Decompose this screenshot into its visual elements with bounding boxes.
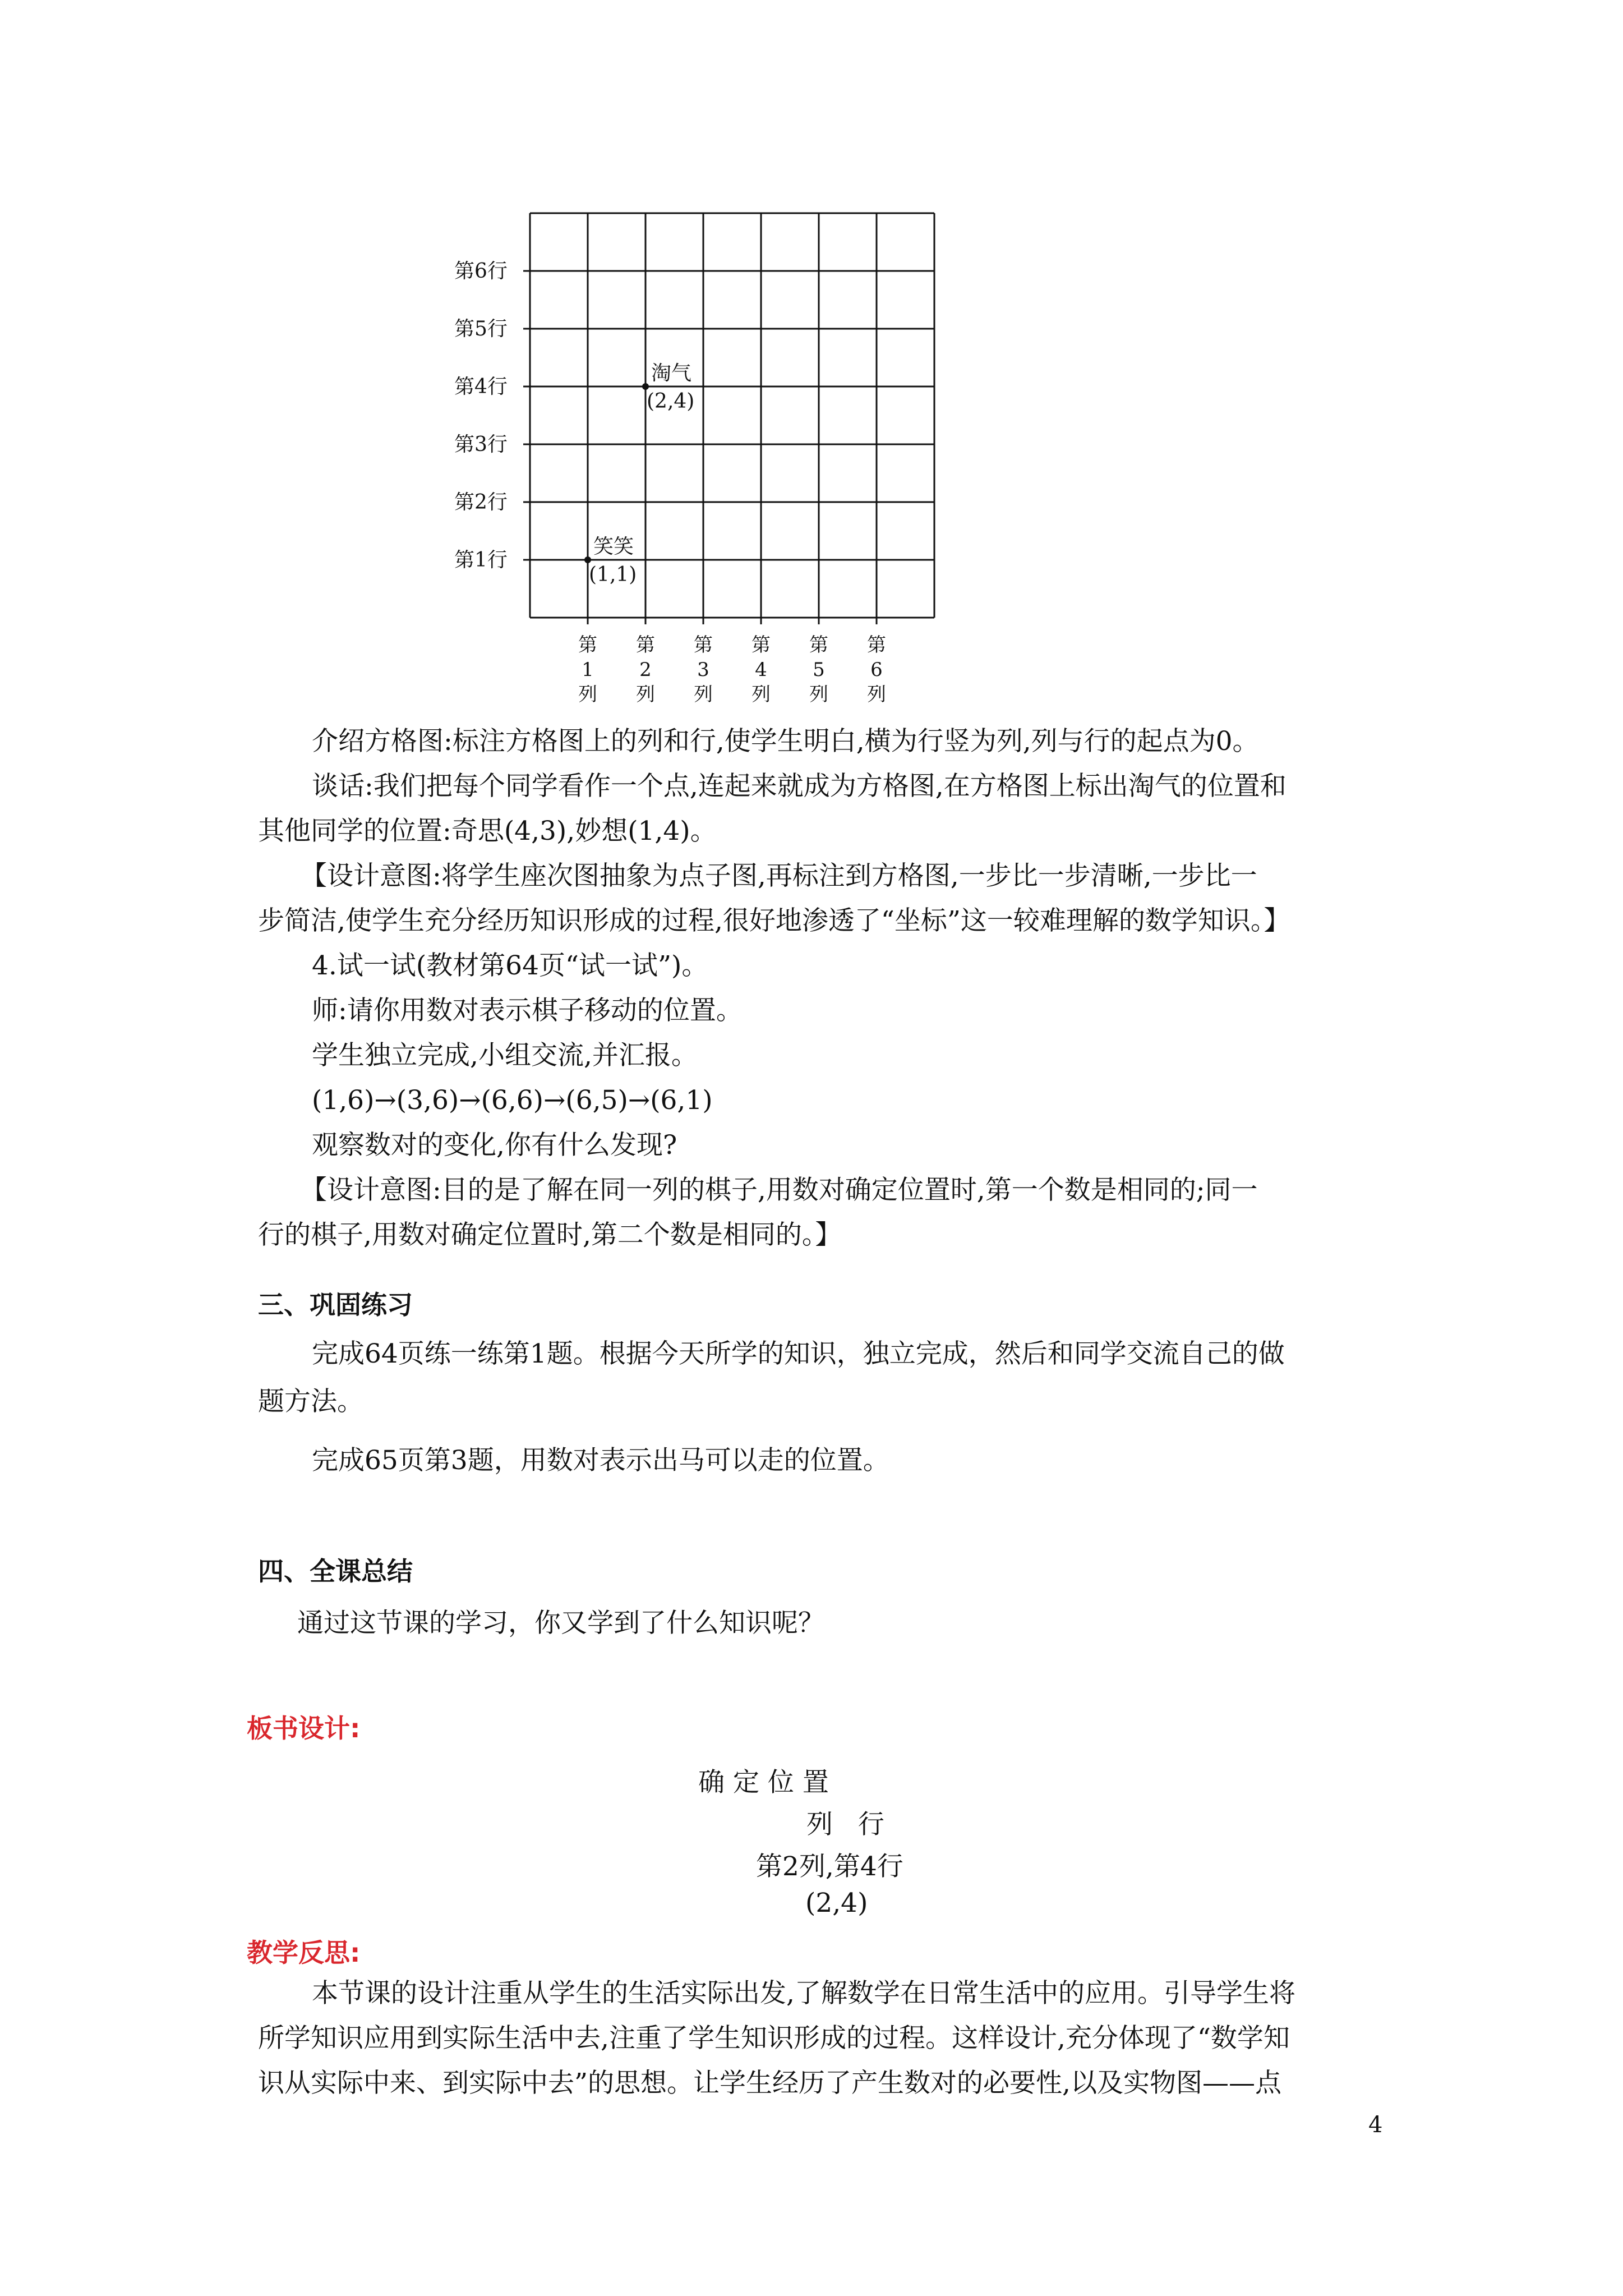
reflection-line2: 所学知识应用到实际生活中去,注重了学生知识形成的过程。这样设计,充分体现了“数学知 bbox=[258, 2023, 1290, 2054]
column-label: 第 bbox=[809, 634, 828, 656]
grid-points bbox=[584, 362, 694, 586]
talk-text-line2: 其他同学的位置:奇思(4,3),妙想(1,4)。 bbox=[258, 816, 717, 846]
board-title: 确 定 位 置 bbox=[698, 1767, 829, 1798]
grid-point bbox=[642, 383, 649, 390]
column-label: 6 bbox=[870, 659, 883, 681]
row-label: 第2行 bbox=[454, 491, 508, 514]
moves-text: (1,6)→(3,6)→(6,6)→(6,5)→(6,1) bbox=[312, 1085, 713, 1116]
board-line2: 第2列,第4行 bbox=[756, 1851, 903, 1882]
page-number: 4 bbox=[1368, 2112, 1383, 2138]
point-name: 笑笑 bbox=[593, 535, 634, 558]
point-name: 淘气 bbox=[651, 362, 692, 385]
section-3-line2: 题方法。 bbox=[258, 1386, 363, 1417]
point-coordinate: (2,4) bbox=[647, 390, 695, 413]
column-label: 5 bbox=[813, 659, 825, 681]
column-label: 4 bbox=[755, 659, 767, 681]
teacher-text: 师:请你用数对表示棋子移动的位置。 bbox=[312, 995, 743, 1026]
column-label: 第 bbox=[751, 634, 771, 656]
row-label: 第1行 bbox=[454, 549, 508, 572]
intro-grid-text: 介绍方格图:标注方格图上的列和行,使学生明白,横为行竖为列,列与行的起点为0。 bbox=[312, 726, 1259, 757]
column-label: 3 bbox=[697, 659, 709, 681]
column-label: 第 bbox=[636, 634, 655, 656]
try-title: 4.试一试(教材第64页“试一试”)。 bbox=[312, 950, 708, 981]
column-label: 列 bbox=[809, 683, 828, 706]
column-label: 第 bbox=[867, 634, 886, 656]
column-label: 列 bbox=[867, 683, 886, 706]
design-intent-1-line2: 步简洁,使学生充分经历知识形成的过程,很好地渗透了“坐标”这一较难理解的数学知识。】 bbox=[258, 905, 1290, 936]
column-label: 1 bbox=[582, 659, 594, 681]
column-label: 第 bbox=[578, 634, 597, 656]
students-text: 学生独立完成,小组交流,并汇报。 bbox=[312, 1040, 698, 1071]
point-coordinate: (1,1) bbox=[589, 563, 637, 586]
talk-text-line1: 谈话:我们把每个同学看作一个点,连起来就成为方格图,在方格图上标出淘气的位置和 bbox=[312, 771, 1287, 802]
column-label: 列 bbox=[751, 683, 771, 706]
row-label: 第6行 bbox=[454, 260, 508, 283]
reflection-heading: 教学反思: bbox=[247, 1938, 361, 1968]
design-intent-1-line1: 【设计意图:将学生座次图抽象为点子图,再标注到方格图,一步比一步清晰,一步比一 bbox=[301, 861, 1257, 891]
design-intent-2-line2: 行的棋子,用数对确定位置时,第二个数是相同的。】 bbox=[258, 1220, 842, 1250]
section-4-line1: 通过这节课的学习，你又学到了什么知识呢？ bbox=[297, 1608, 824, 1639]
board-line1: 列 行 bbox=[806, 1809, 884, 1840]
reflection-line1: 本节课的设计注重从学生的生活实际出发,了解数学在日常生活中的应用。引导学生将 bbox=[312, 1978, 1295, 2009]
grid-lines bbox=[530, 213, 934, 618]
section-3-line1: 完成64页练一练第1题。根据今天所学的知识，独立完成，然后和同学交流自己的做 bbox=[312, 1338, 1285, 1369]
grid-point bbox=[584, 556, 591, 563]
row-labels bbox=[454, 260, 530, 572]
design-intent-2-line1: 【设计意图:目的是了解在同一列的棋子,用数对确定位置时,第一个数是相同的;同一 bbox=[301, 1175, 1258, 1205]
row-label: 第4行 bbox=[454, 375, 508, 398]
grid-figure bbox=[443, 208, 948, 712]
column-label: 列 bbox=[636, 683, 655, 706]
row-label: 第5行 bbox=[454, 318, 508, 341]
section-3-heading: 三、巩固练习 bbox=[258, 1290, 413, 1320]
section-4-heading: 四、全课总结 bbox=[258, 1556, 413, 1586]
board-design-heading: 板书设计: bbox=[247, 1713, 361, 1743]
row-label: 第3行 bbox=[454, 433, 508, 456]
column-label: 2 bbox=[639, 659, 652, 681]
column-label: 列 bbox=[578, 683, 597, 706]
observe-text: 观察数对的变化,你有什么发现? bbox=[312, 1130, 677, 1161]
reflection-line3: 识从实际中来、到实际中去”的思想。让学生经历了产生数对的必要性,以及实物图——点 bbox=[258, 2068, 1281, 2099]
column-label: 列 bbox=[694, 683, 713, 706]
section-3-line3: 完成65页第3题，用数对表示出马可以走的位置。 bbox=[312, 1445, 889, 1476]
board-line3: (2,4) bbox=[805, 1888, 868, 1918]
column-labels bbox=[578, 618, 886, 706]
column-label: 第 bbox=[694, 634, 713, 656]
